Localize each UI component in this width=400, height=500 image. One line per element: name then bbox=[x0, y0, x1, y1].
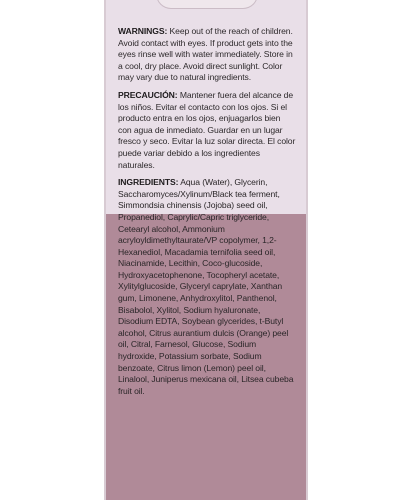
label-text-block bbox=[118, 26, 296, 403]
precaucion-section bbox=[118, 90, 296, 171]
box-tab-cutout bbox=[156, 0, 258, 9]
ingredients-section bbox=[118, 177, 296, 397]
warnings-text: Keep out of the reach of children. Avoid contact with eyes. If product gets into the eyes rinse well with water immediately. Store in a cool, dry place. Avoid direct sunlight. Color may vary due to natural ingredients. bbox=[118, 26, 293, 83]
ingredients-heading: INGREDIENTS: bbox=[118, 177, 179, 188]
warnings-heading: WARNINGS: bbox=[118, 26, 168, 36]
warnings-section bbox=[118, 26, 296, 84]
precaucion-text: Mantener fuera del alcance de los niños. Evitar el contacto con los ojos. Si el producto entra en los ojos, enjuagarlos bien con agua de inmediato. Guardar en un lugar fresco y seco. Evitar la luz solar directa. El color puede variar debido a los ingredientes naturales. bbox=[118, 89, 296, 170]
precaucion-heading: PRECAUCIÓN: bbox=[118, 89, 178, 100]
product-box bbox=[104, 0, 308, 500]
ingredients-text: Aqua (Water), Glycerin, Saccharomyces/Xylinum/Black tea ferment, Simmondsia chinensis (Jojoba) seed oil, Propanediol, Caprylic/Capric triglyceride, Cetearyl alcohol, Ammonium acryloyldimethyltaurate/VP copolymer, 1,2-Hexanediol, Macadamia ternifolia seed oil, Niacinamide, Lecithin, Coco-glucoside, Hydroxyacetophenone, Tocopheryl acetate, Xylitylglucoside, Glyceryl caprylate, Xanthan gum, Limonene, Anhydroxylitol, Panthenol, Bisabolol, Xylitol, Sodium hyaluronate, Disodium EDTA, Soybean glycerides, t-Butyl alcohol, Citrus aurantium dulcis (Orange) peel oil, Citral, Farnesol, Glucose, Sodium hydroxide, Potassium sorbate, Sodium benzoate, Citrus limon (Lemon) peel oil, Linalool, Juniperus mexicana oil, Litsea cubeba fruit oil. bbox=[118, 177, 294, 396]
